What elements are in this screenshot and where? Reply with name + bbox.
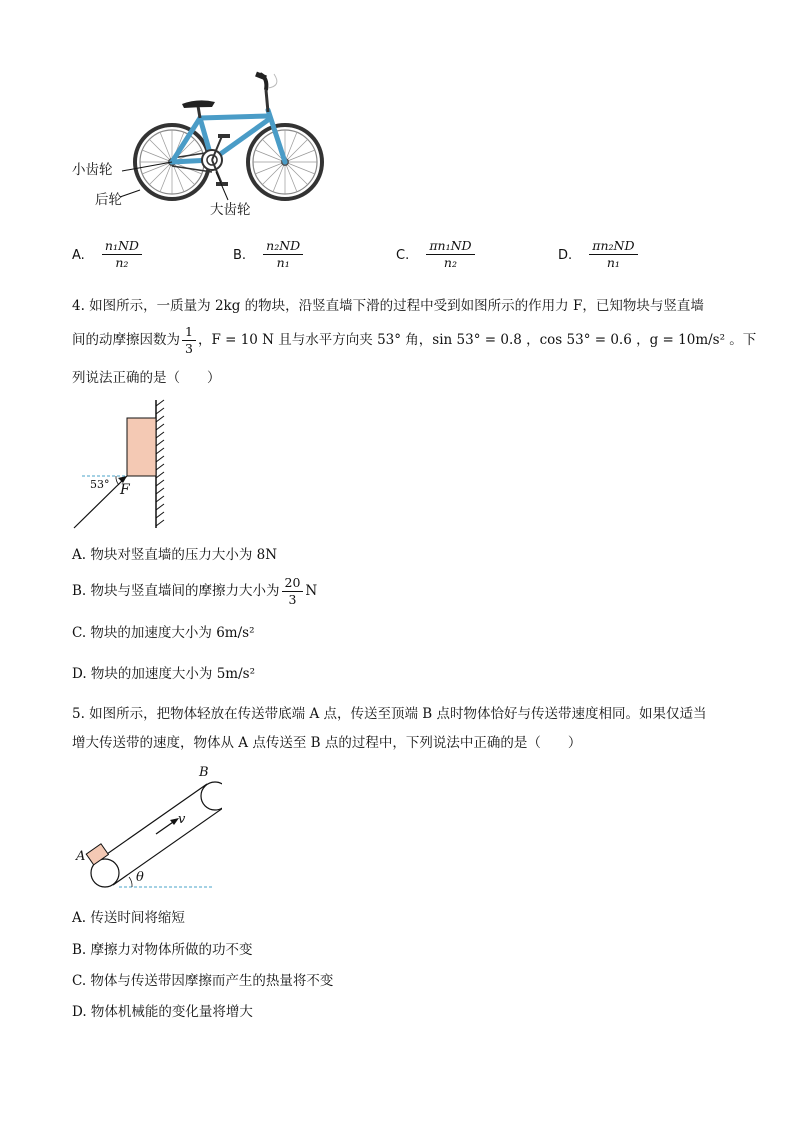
conveyor-diagram xyxy=(72,762,222,892)
q4-option-b[interactable]: B. 物块与竖直墙间的摩擦力大小为 $\frac{20}{3}$ N xyxy=(72,574,318,607)
label-big-gear: 大齿轮 xyxy=(210,202,251,218)
q5-stem-line2: 增大传送带的速度，物体从 A 点传送至 B 点的过程中，下列说法中正确的是（ ） xyxy=(72,735,582,751)
q4-stem-line3: 列说法正确的是（ ） xyxy=(72,370,221,386)
q4-option-d[interactable]: D. 物块的加速度大小为 5m/s² xyxy=(72,666,255,682)
q4-figure xyxy=(72,398,182,533)
seat xyxy=(182,100,215,108)
q3-option-b[interactable]: B. $\frac{\text{n₂ND}}{\text{n₁}}$ xyxy=(233,238,305,271)
q5-label-v: v xyxy=(178,812,186,827)
q3-option-c[interactable]: C. $\frac{\text{πn₁ND}}{\text{n₂}}$ xyxy=(396,238,477,271)
q4-stem-line2: 间的动摩擦因数为 $\frac{1}{3}$ ，F = 10 N 且与水平方向夹 53° 角，sin 53° = 0.8 ，cos 53° = 0.6 ，g = 10m/s² 。下 xyxy=(72,323,757,356)
q3-option-d[interactable]: D. $\frac{\text{πn₂ND}}{\text{n₁}}$ xyxy=(558,238,640,271)
q3-option-a[interactable]: A. $\frac{\text{n₁ND}}{\text{n₂}}$ xyxy=(72,238,144,271)
label-rear-wheel: 后轮 xyxy=(95,192,122,208)
q5-option-d[interactable]: D. 物体机械能的变化量将增大 xyxy=(72,1004,253,1020)
q5-figure xyxy=(72,762,222,892)
belt-bottom xyxy=(113,808,222,885)
q4-option-a[interactable]: A. 物块对竖直墙的压力大小为 8N xyxy=(72,547,278,563)
q4-angle-label: 53° xyxy=(90,478,110,491)
q5-label-a: A xyxy=(76,849,86,864)
q5-option-b[interactable]: B. 摩擦力对物体所做的功不变 xyxy=(72,942,253,958)
q4-stem-line1: 4. 如图所示，一质量为 2kg 的物块，沿竖直墙下滑的过程中受到如图所示的作用力 F，已知物块与竖直墙 xyxy=(72,298,704,314)
q5-option-a[interactable]: A. 传送时间将缩短 xyxy=(72,910,185,926)
q5-label-theta: θ xyxy=(136,870,144,885)
q4-option-c[interactable]: C. 物块的加速度大小为 6m/s² xyxy=(72,625,255,641)
q5-stem-line1: 5. 如图所示，把物体轻放在传送带底端 A 点，传送至顶端 B 点时物体恰好与传送带速度相同。如果仅适当 xyxy=(72,706,707,722)
q5-option-c[interactable]: C. 物体与传送带因摩擦而产生的热量将不变 xyxy=(72,973,334,989)
belt-top xyxy=(97,784,207,861)
label-small-gear: 小齿轮 xyxy=(72,162,113,178)
q4-force-label: F xyxy=(120,482,130,498)
block xyxy=(127,418,156,476)
q5-label-b: B xyxy=(199,765,209,780)
wall-block-diagram xyxy=(72,398,182,533)
